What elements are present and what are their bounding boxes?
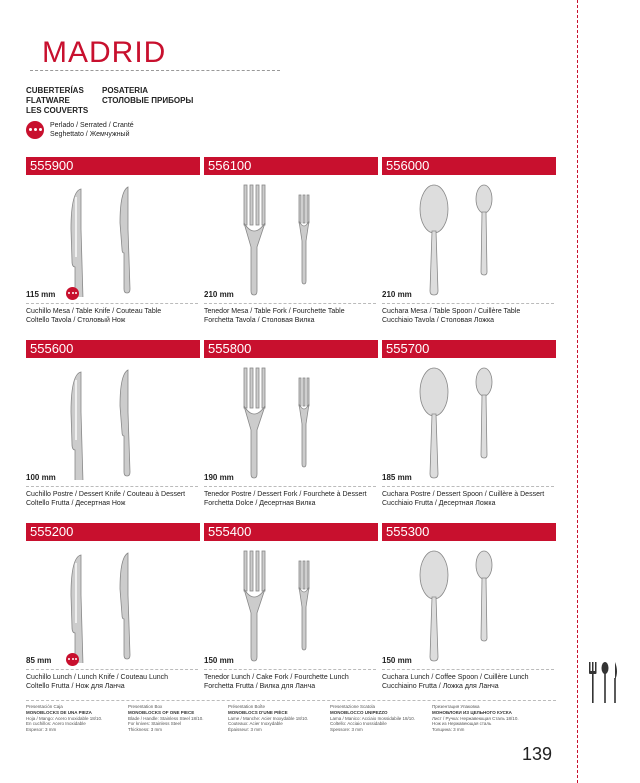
product-size: 210 mm	[204, 290, 234, 299]
serrated-icon	[66, 287, 79, 300]
cutlery-photo	[382, 177, 556, 297]
product-name-line2: Cucchiaio Tavola / Столовая Ложка	[382, 317, 495, 324]
product-code: 556100	[204, 157, 378, 175]
category-left	[26, 86, 88, 116]
cutlery-photo	[382, 360, 556, 480]
card-divider	[26, 303, 198, 304]
spec-heading: Презентация Упаковка	[432, 704, 480, 709]
spec-text	[330, 710, 428, 732]
title-divider	[30, 70, 280, 71]
spec-line2: Hoja / Mango: Acero Inoxidable 18/10.	[26, 715, 103, 721]
product-name	[382, 490, 560, 508]
page-edge-dashed-line	[577, 0, 578, 783]
product-name-line1: Tenedor Mesa / Table Fork / Fourchette Table	[204, 308, 345, 315]
spec-line1: МОНОБЛОКИ ИЗ ЦЕЛЬНОГО КУСКА	[432, 710, 512, 715]
spec-line3: Нож из Нержавеющая сталь	[432, 721, 492, 726]
serrated-icon	[66, 653, 79, 666]
product-name-line1: Cuchara Postre / Dessert Spoon / Cuillère à Dessert	[382, 491, 545, 498]
spec-heading: Presentazione Scatola	[330, 704, 376, 709]
category-fr: LES COUVERTS	[26, 106, 89, 115]
spec-heading: Présentation Boîte	[228, 704, 266, 709]
cutlery-photo	[382, 543, 556, 663]
spec-line3: For knives: Stainless Steel	[128, 721, 182, 726]
product-code: 555900	[26, 157, 200, 175]
serrated-legend-text	[50, 121, 134, 139]
product-name-line1: Tenedor Postre / Dessert Fork / Fourchete à Dessert	[204, 491, 367, 498]
cutlery-icon	[585, 660, 625, 710]
product-name-line1: Cuchara Mesa / Table Spoon / Cuillère Table	[382, 308, 521, 315]
page-title: MADRID	[42, 36, 167, 69]
product-name-line2: Coltello Frutta / Десертная Нож	[26, 500, 126, 507]
legend-line-2: Seghettato / Жемчужный	[50, 131, 130, 138]
cutlery-photo	[204, 360, 378, 480]
product-size: 150 mm	[382, 656, 412, 665]
spec-line2: Лист / Ручка: Нержавеющая Сталь 18/10.	[432, 715, 519, 721]
spec-text	[26, 710, 124, 732]
product-size: 190 mm	[204, 473, 234, 482]
product-size: 150 mm	[204, 656, 234, 665]
card-divider	[204, 303, 376, 304]
product-code: 555800	[204, 340, 378, 358]
page-number: 139	[522, 744, 553, 764]
spec-text	[128, 710, 226, 732]
spec-heading: Presentation Box	[128, 704, 163, 709]
product-name-line1: Cuchillo Mesa / Table Knife / Couteau Table	[26, 308, 162, 315]
card-divider	[26, 486, 198, 487]
spec-line4: Толщина: 3 mm	[432, 726, 465, 732]
product-code: 556000	[382, 157, 556, 175]
product-name	[382, 307, 560, 325]
category-es: CUBERTERÍAS	[26, 86, 84, 95]
footer-divider	[26, 700, 556, 701]
product-name-line2: Cucchiaio Frutta / Десертная Ложка	[382, 500, 496, 507]
product-code: 555200	[26, 523, 200, 541]
product-size: 210 mm	[382, 290, 412, 299]
spec-line1: MONOBLOCCO UNIPEZZO	[330, 710, 388, 715]
spec-line1: MONOBLOCKS OF ONE PIECE	[128, 710, 195, 715]
product-name	[26, 490, 204, 508]
spec-line1: MONOBLOCS D'UNE PIÈCE	[228, 710, 288, 715]
spec-line2: Lama / Manico: Acciaio Inossidabile 18/10.	[330, 715, 416, 721]
card-divider	[382, 303, 554, 304]
category-right	[102, 86, 193, 106]
product-size: 85 mm	[26, 656, 52, 665]
product-name-line1: Cuchillo Lunch / Lunch Knife / Couteau Lunch	[26, 674, 169, 681]
serrated-legend-icon	[26, 121, 44, 139]
spec-line4: Spessore: 3 mm	[330, 726, 363, 732]
product-code: 555400	[204, 523, 378, 541]
spec-line4: Espesor: 3 mm	[26, 726, 57, 732]
spec-line3: En cuchillos: Acero Inoxidable	[26, 721, 86, 726]
spec-heading: Presentación Caja	[26, 704, 63, 709]
product-name-line2: Forchetta Frutta / Вилка для Ланча	[204, 683, 316, 690]
product-name-line2: Forchetta Dolce / Десертная Вилка	[204, 500, 316, 507]
product-code: 555600	[26, 340, 200, 358]
cutlery-photo	[204, 543, 378, 663]
product-name-line1: Cuchara Lunch / Coffee Spoon / Cuillère Lunch	[382, 674, 529, 681]
product-name-line2: Cucchiaino Frutta / Ложка для Ланча	[382, 683, 499, 690]
spec-line3: Couteaux: Acier Inoxydable	[228, 721, 283, 726]
card-divider	[382, 486, 554, 487]
cutlery-photo	[26, 177, 200, 297]
cutlery-photo	[26, 543, 200, 663]
product-code: 555700	[382, 340, 556, 358]
product-name	[382, 673, 560, 691]
product-name	[26, 673, 204, 691]
product-name	[204, 673, 382, 691]
spec-line4: Thickness: 3 mm	[128, 726, 163, 732]
category-en: FLATWARE	[26, 96, 70, 105]
card-divider	[204, 669, 376, 670]
product-name	[26, 307, 204, 325]
product-name-line2: Coltello Frutta / Нож для Ланча	[26, 683, 125, 690]
spec-line1: MONOBLOCKS DE UNA PIEZA	[26, 710, 92, 715]
spec-line4: Épaisseur: 3 mm	[228, 726, 262, 732]
legend-line-1: Perlado / Serrated / Cranté	[50, 122, 134, 129]
spec-text	[228, 710, 326, 732]
product-name-line2: Coltello Tavola / Столовый Нож	[26, 317, 126, 324]
product-name	[204, 490, 382, 508]
product-name-line1: Tenedor Lunch / Cake Fork / Fourchette Lunch	[204, 674, 349, 681]
product-code: 555300	[382, 523, 556, 541]
product-size: 100 mm	[26, 473, 56, 482]
product-size: 185 mm	[382, 473, 412, 482]
spec-text	[432, 710, 530, 732]
spec-line2: Blade / Handle: Stainless Steel 18/10.	[128, 715, 204, 721]
card-divider	[26, 669, 198, 670]
product-name	[204, 307, 382, 325]
product-size: 115 mm	[26, 290, 56, 299]
cutlery-photo	[26, 360, 200, 480]
category-ru: СТОЛОВЫЕ ПРИБОРЫ	[102, 96, 194, 105]
category-it: POSATERIA	[102, 86, 149, 95]
product-name-line1: Cuchillo Postre / Dessert Knife / Couteau à Dessert	[26, 491, 186, 498]
cutlery-photo	[204, 177, 378, 297]
spec-line2: Lame / Manche: Acier Inoxydable 18/10.	[228, 715, 309, 721]
product-name-line2: Forchetta Tavola / Столовая Вилка	[204, 317, 315, 324]
spec-line3: Coltello: Acciaio Inossidabile	[330, 721, 387, 726]
card-divider	[382, 669, 554, 670]
card-divider	[204, 486, 376, 487]
